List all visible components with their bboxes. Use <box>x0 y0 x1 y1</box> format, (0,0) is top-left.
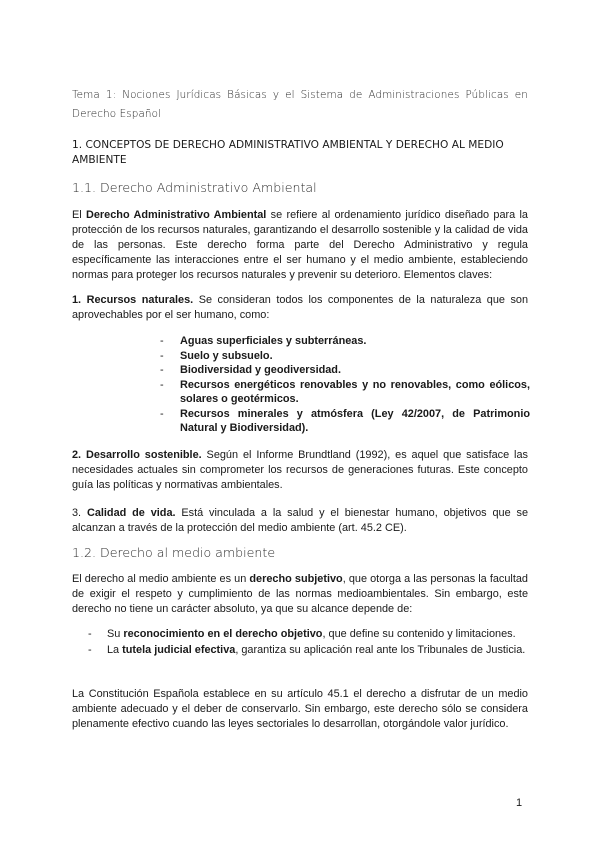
bold-term: 1. Recursos naturales. <box>72 294 194 306</box>
text-run: Está vinculada a la salud y el bienestar humano, objetivos que se alcanzan a través de la protección del medio ambiente (art. 45.2 CE). <box>72 507 529 534</box>
text-run: El <box>72 209 87 221</box>
text-run: Según el Informe Brundtland (1992), es aquel que satisface las necesidades actuales sin comprometer los recursos de generaciones futuras. Este concepto guía las políticas y normativas ambientales. <box>72 449 528 491</box>
bold-term: 2. Desarrollo sostenible. <box>72 449 202 461</box>
page-number: 1 <box>516 797 523 809</box>
dash-bullet-icon: - <box>88 628 92 640</box>
section-heading: 1. CONCEPTOS DE DERECHO ADMINISTRATIVO AMBIENTAL Y DERECHO AL MEDIO AMBIENTE <box>72 139 504 166</box>
paragraph-recursos-naturales <box>72 293 528 323</box>
dash-bullet-icon: - <box>160 335 164 347</box>
bold-term: reconocimiento en el derecho objetivo <box>123 628 323 640</box>
text-run: Se consideran todos los componentes de la naturaleza que son aprovechables por el ser humano, como: <box>72 294 529 321</box>
paragraph-desarrollo-sostenible <box>72 448 528 493</box>
dash-bullet-icon: - <box>160 349 164 362</box>
scope-list <box>88 627 528 658</box>
paragraph-derecho-subjetivo <box>72 572 528 617</box>
list-item: - Su reconocimiento en el derecho objetivo, que define su contenido y limitaciones. <box>88 628 516 640</box>
dash-bullet-icon: - <box>88 643 92 656</box>
list-item: - La tutela judicial efectiva, garantiza su aplicación real ante los Tribunales de Justicia. <box>88 643 526 656</box>
paragraph-calidad-de-vida <box>72 506 528 536</box>
bold-term: Derecho Administrativo Ambiental <box>86 209 267 221</box>
paragraph-constitucion: La Constitución Española establece en su artículo 45.1 el derecho a disfrutar de un medio ambiente adecuado y el deber de conservarlo. Sin embargo, este derecho sólo se considera plenamente efectivo cuando las leyes sectoriales lo desarrollan, otorgándole valor jurídico. <box>72 688 528 730</box>
list-item: - Recursos energéticos renovables y no renovables, como eólicos, solares o geotérmicos. <box>160 378 530 405</box>
paragraph-definition <box>72 208 528 283</box>
list-item: - Biodiversidad y geodiversidad. <box>160 364 341 376</box>
text-run: El derecho al medio ambiente es un <box>72 573 250 585</box>
list-item: - Recursos minerales y atmósfera (Ley 42/2007, de Patrimonio Natural y Biodiversidad). <box>160 407 530 434</box>
bold-term: tutela judicial efectiva <box>122 643 236 656</box>
bold-term: Calidad de vida. <box>86 507 176 519</box>
text-run: 3. <box>72 507 87 519</box>
dash-bullet-icon: - <box>160 407 164 420</box>
text-run: , que otorga a las personas la facultad de exigir el respeto y cumplimiento de las normas medioambientales. Sin embargo, este derecho no tiene un carácter absoluto, ya que su alcance depende de: <box>72 573 528 615</box>
dash-bullet-icon: - <box>160 378 164 391</box>
list-item: - Aguas superficiales y subterráneas. <box>160 335 367 347</box>
document-header-title: Tema 1: Nociones Jurídicas Básicas y el Sistema de Administraciones Públicas en Derecho Español <box>72 89 528 120</box>
subsection-heading-1-2: 1.2. Derecho al medio ambiente <box>72 545 276 560</box>
resources-list <box>160 334 530 436</box>
text-run: se refiere al ordenamiento jurídico diseñado para la protección de los recursos naturales, garantizando el desarrollo sostenible y la calidad de vida de las personas. Este derecho forma parte del Derecho Administrativo y regula específicamente las interacciones entre el ser humano y el medio ambiente, estableciendo normas para proteger los recursos naturales y prevenir su deterioro. Elementos claves: <box>72 209 528 281</box>
dash-bullet-icon: - <box>160 364 164 376</box>
list-item: - Suelo y subsuelo. <box>160 349 273 362</box>
bold-term: derecho subjetivo <box>249 573 343 585</box>
subsection-heading-1-1: 1.1. Derecho Administrativo Ambiental <box>72 180 317 195</box>
